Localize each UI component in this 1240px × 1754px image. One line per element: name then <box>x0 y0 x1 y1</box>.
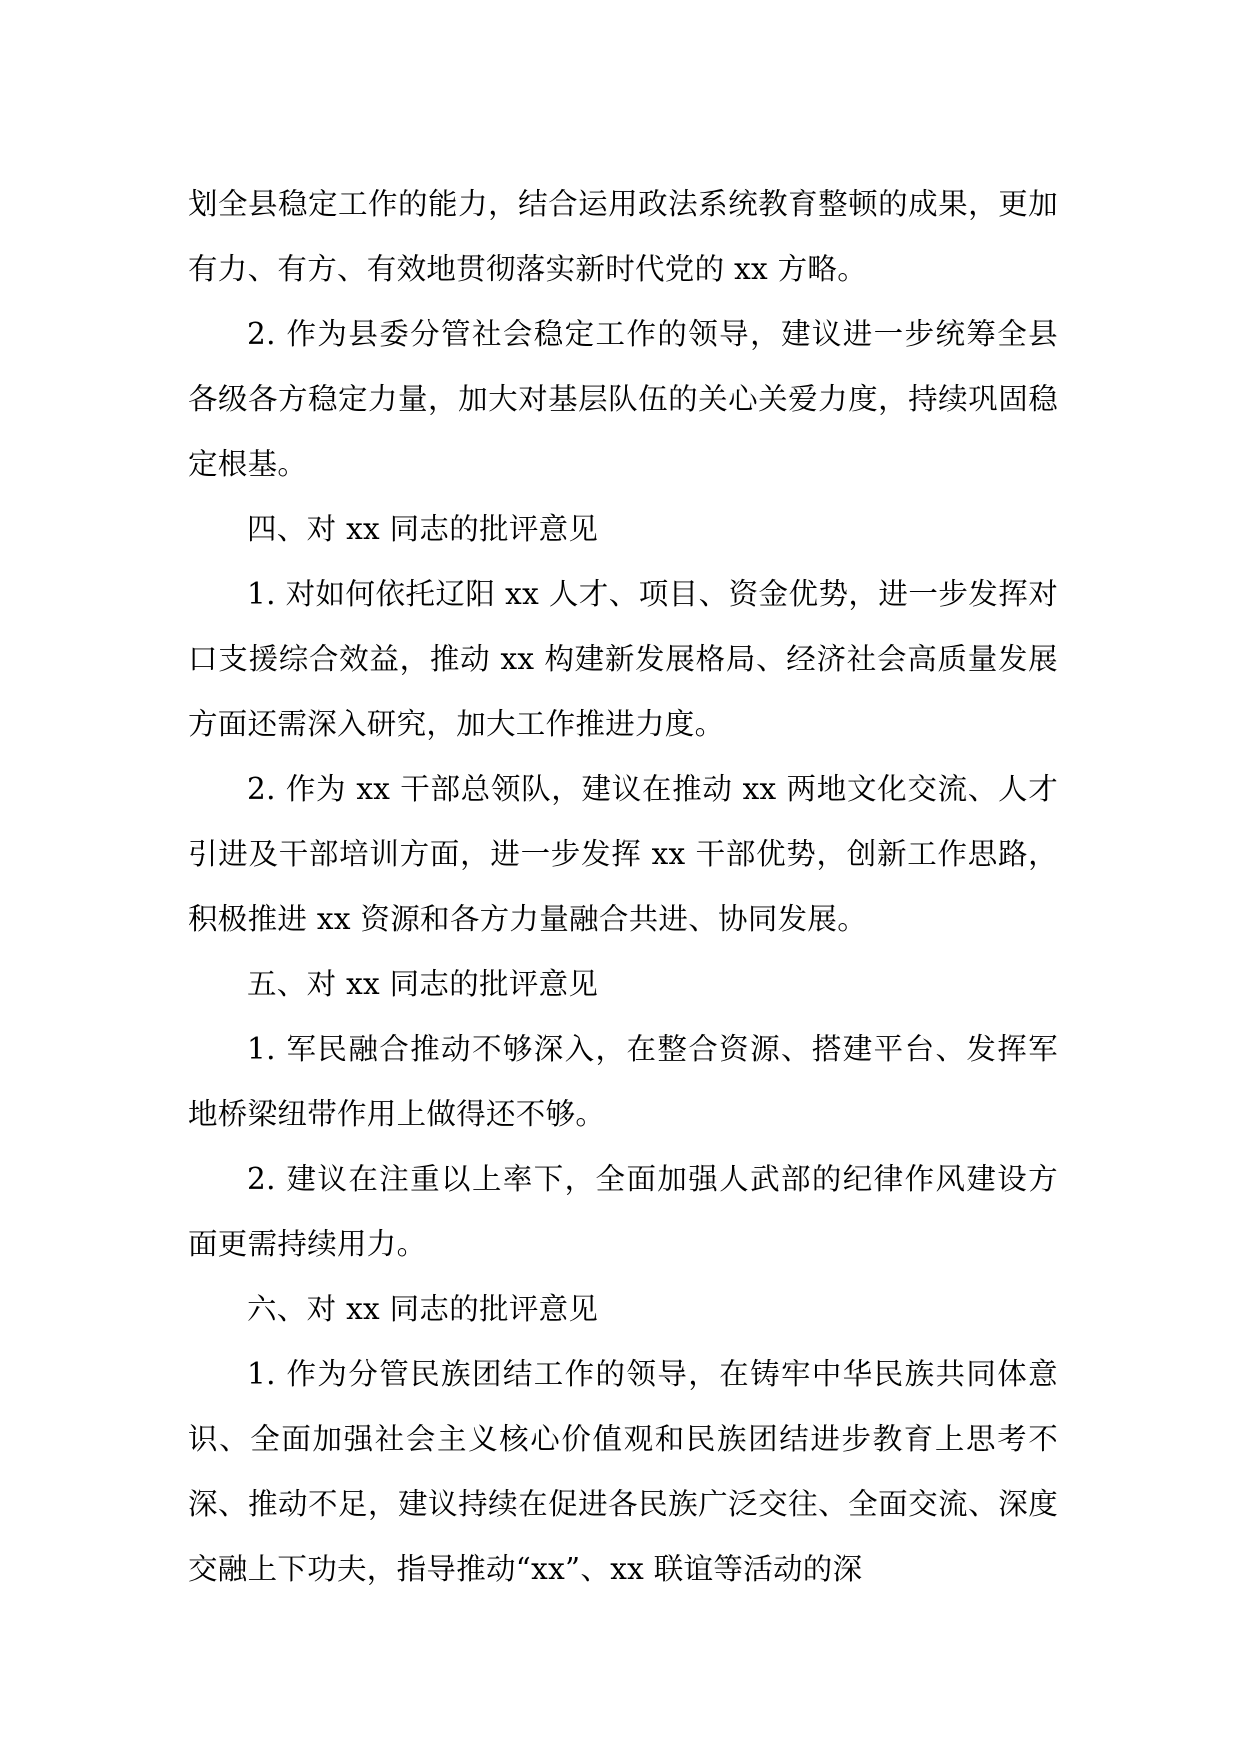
paragraph-item: 2. 作为 xx 干部总领队，建议在推动 xx 两地文化交流、人才引进及干部培训方面，进一步发挥 xx 干部优势，创新工作思路，积极推进 xx 资源和各方力量融合共进、协同发展。 <box>188 772 1058 936</box>
paragraph-item: 1. 对如何依托辽阳 xx 人才、项目、资金优势，进一步发挥对口支援综合效益，推动 xx 构建新发展格局、经济社会高质量发展方面还需深入研究，加大工作推进力度。 <box>188 577 1058 741</box>
section-heading: 五、对 xx 同志的批评意见 <box>247 967 599 1001</box>
paragraph-continuation: 划全县稳定工作的能力，结合运用政法系统教育整顿的成果，更加有力、有方、有效地贯彻落实新时代党的 xx 方略。 <box>188 187 1058 286</box>
document-body <box>188 172 1058 1602</box>
paragraph-item: 1. 作为分管民族团结工作的领导，在铸牢中华民族共同体意识、全面加强社会主义核心价值观和民族团结进步教育上思考不深、推动不足，建议持续在促进各民族广泛交往、全面交流、深度交融上下功夫，指导推动“xx”、xx 联谊等活动的深 <box>188 1357 1058 1586</box>
section-heading: 六、对 xx 同志的批评意见 <box>247 1292 599 1326</box>
paragraph-item: 1. 军民融合推动不够深入，在整合资源、搭建平台、发挥军地桥梁纽带作用上做得还不够。 <box>188 1032 1058 1131</box>
paragraph-item: 2. 作为县委分管社会稳定工作的领导，建议进一步统筹全县各级各方稳定力量，加大对基层队伍的关心关爱力度，持续巩固稳定根基。 <box>188 317 1058 481</box>
section-heading: 四、对 xx 同志的批评意见 <box>247 512 599 546</box>
paragraph-item: 2. 建议在注重以上率下，全面加强人武部的纪律作风建设方面更需持续用力。 <box>188 1162 1058 1261</box>
